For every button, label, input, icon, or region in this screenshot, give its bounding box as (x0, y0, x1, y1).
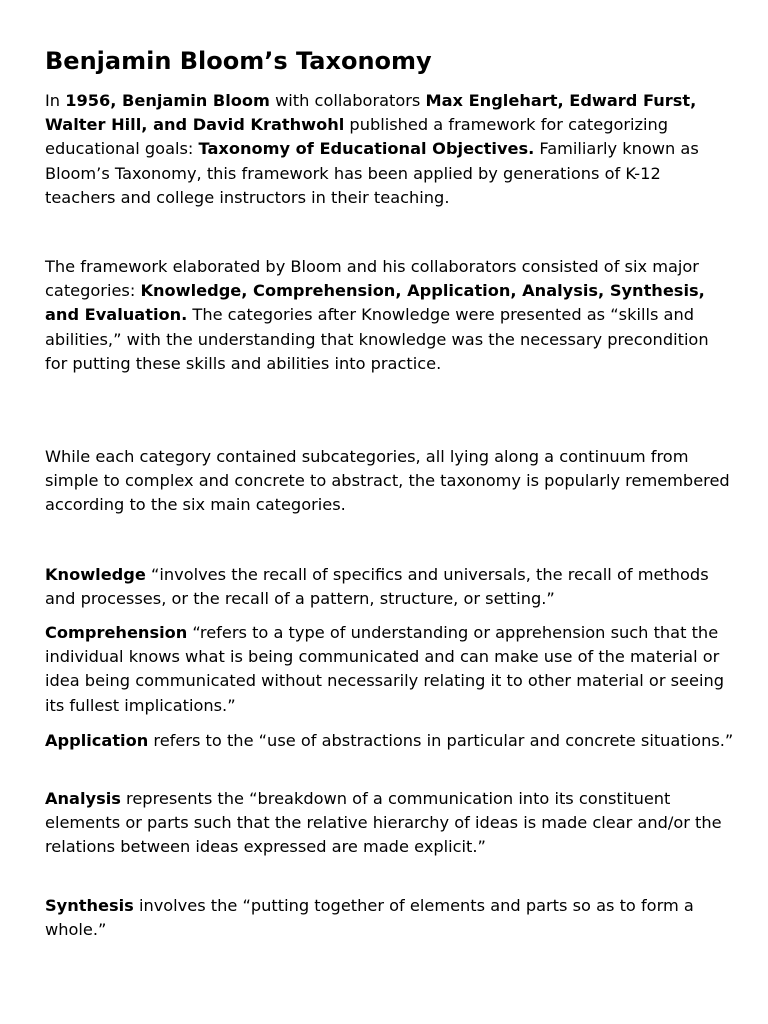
category-term: Synthesis (45, 896, 134, 915)
framework-text-2: The categories after Knowledge were presented as “skills and abilities,” with the understanding that knowledge was the necessary precondition for putting these skills and abilities into practice. (45, 305, 709, 373)
framework-paragraph (45, 255, 735, 376)
category-knowledge (45, 563, 735, 611)
framework-bold-categories: Knowledge, Comprehension, Application, Analysis, Synthesis, and Evaluation. (45, 281, 705, 325)
intro-bold-collaborators: Max Englehart, Edward Furst, Walter Hill, and David Krathwohl (45, 91, 697, 135)
category-analysis (45, 787, 735, 860)
category-definition: refers to the “use of abstractions in particular and concrete situations.” (148, 731, 734, 750)
category-definition: “refers to a type of understanding or apprehension such that the individual knows what is being communicated and can make use of the material or idea being communicated without necessarily relating it to other material or seeing its fullest implications.” (45, 623, 725, 715)
category-synthesis (45, 894, 735, 942)
category-term: Application (45, 731, 149, 750)
category-definition: “involves the recall of specifics and universals, the recall of methods and processes, or the recall of a pattern, structure, or setting.” (45, 565, 709, 609)
intro-text-1: In (45, 91, 66, 110)
category-definition: represents the “breakdown of a communication into its constituent elements or parts such that the relative hierarchy of ideas is made clear and/or the relations between ideas expressed are made explicit.” (45, 789, 722, 857)
intro-text-3: published a framework for categorizing educational goals: (45, 115, 669, 159)
category-definition: involves the “putting together of elements and parts so as to form a whole.” (45, 896, 694, 940)
continuum-paragraph: While each category contained subcategories, all lying along a continuum from simple to complex and concrete to abstract, the taxonomy is popularly remembered according to the six main categories. (45, 447, 730, 515)
category-comprehension (45, 621, 735, 718)
intro-bold-year-author: 1956, Benjamin Bloom (65, 91, 270, 110)
category-term: Comprehension (45, 623, 188, 642)
category-term: Knowledge (45, 565, 146, 584)
category-term: Analysis (45, 789, 121, 808)
framework-text-1: The framework elaborated by Bloom and his collaborators consisted of six major categories: (45, 257, 699, 301)
category-application (45, 729, 735, 753)
document-title: Benjamin Bloom’s Taxonomy (45, 47, 432, 75)
intro-paragraph (45, 89, 735, 210)
intro-text-4: Familiarly known as Bloom’s Taxonomy, this framework has been applied by generations of K-12 teachers and college instructors in their teaching. (45, 139, 699, 207)
intro-bold-book-title: Taxonomy of Educational Objectives. (198, 139, 535, 159)
intro-text-2: with collaborators (269, 91, 426, 110)
